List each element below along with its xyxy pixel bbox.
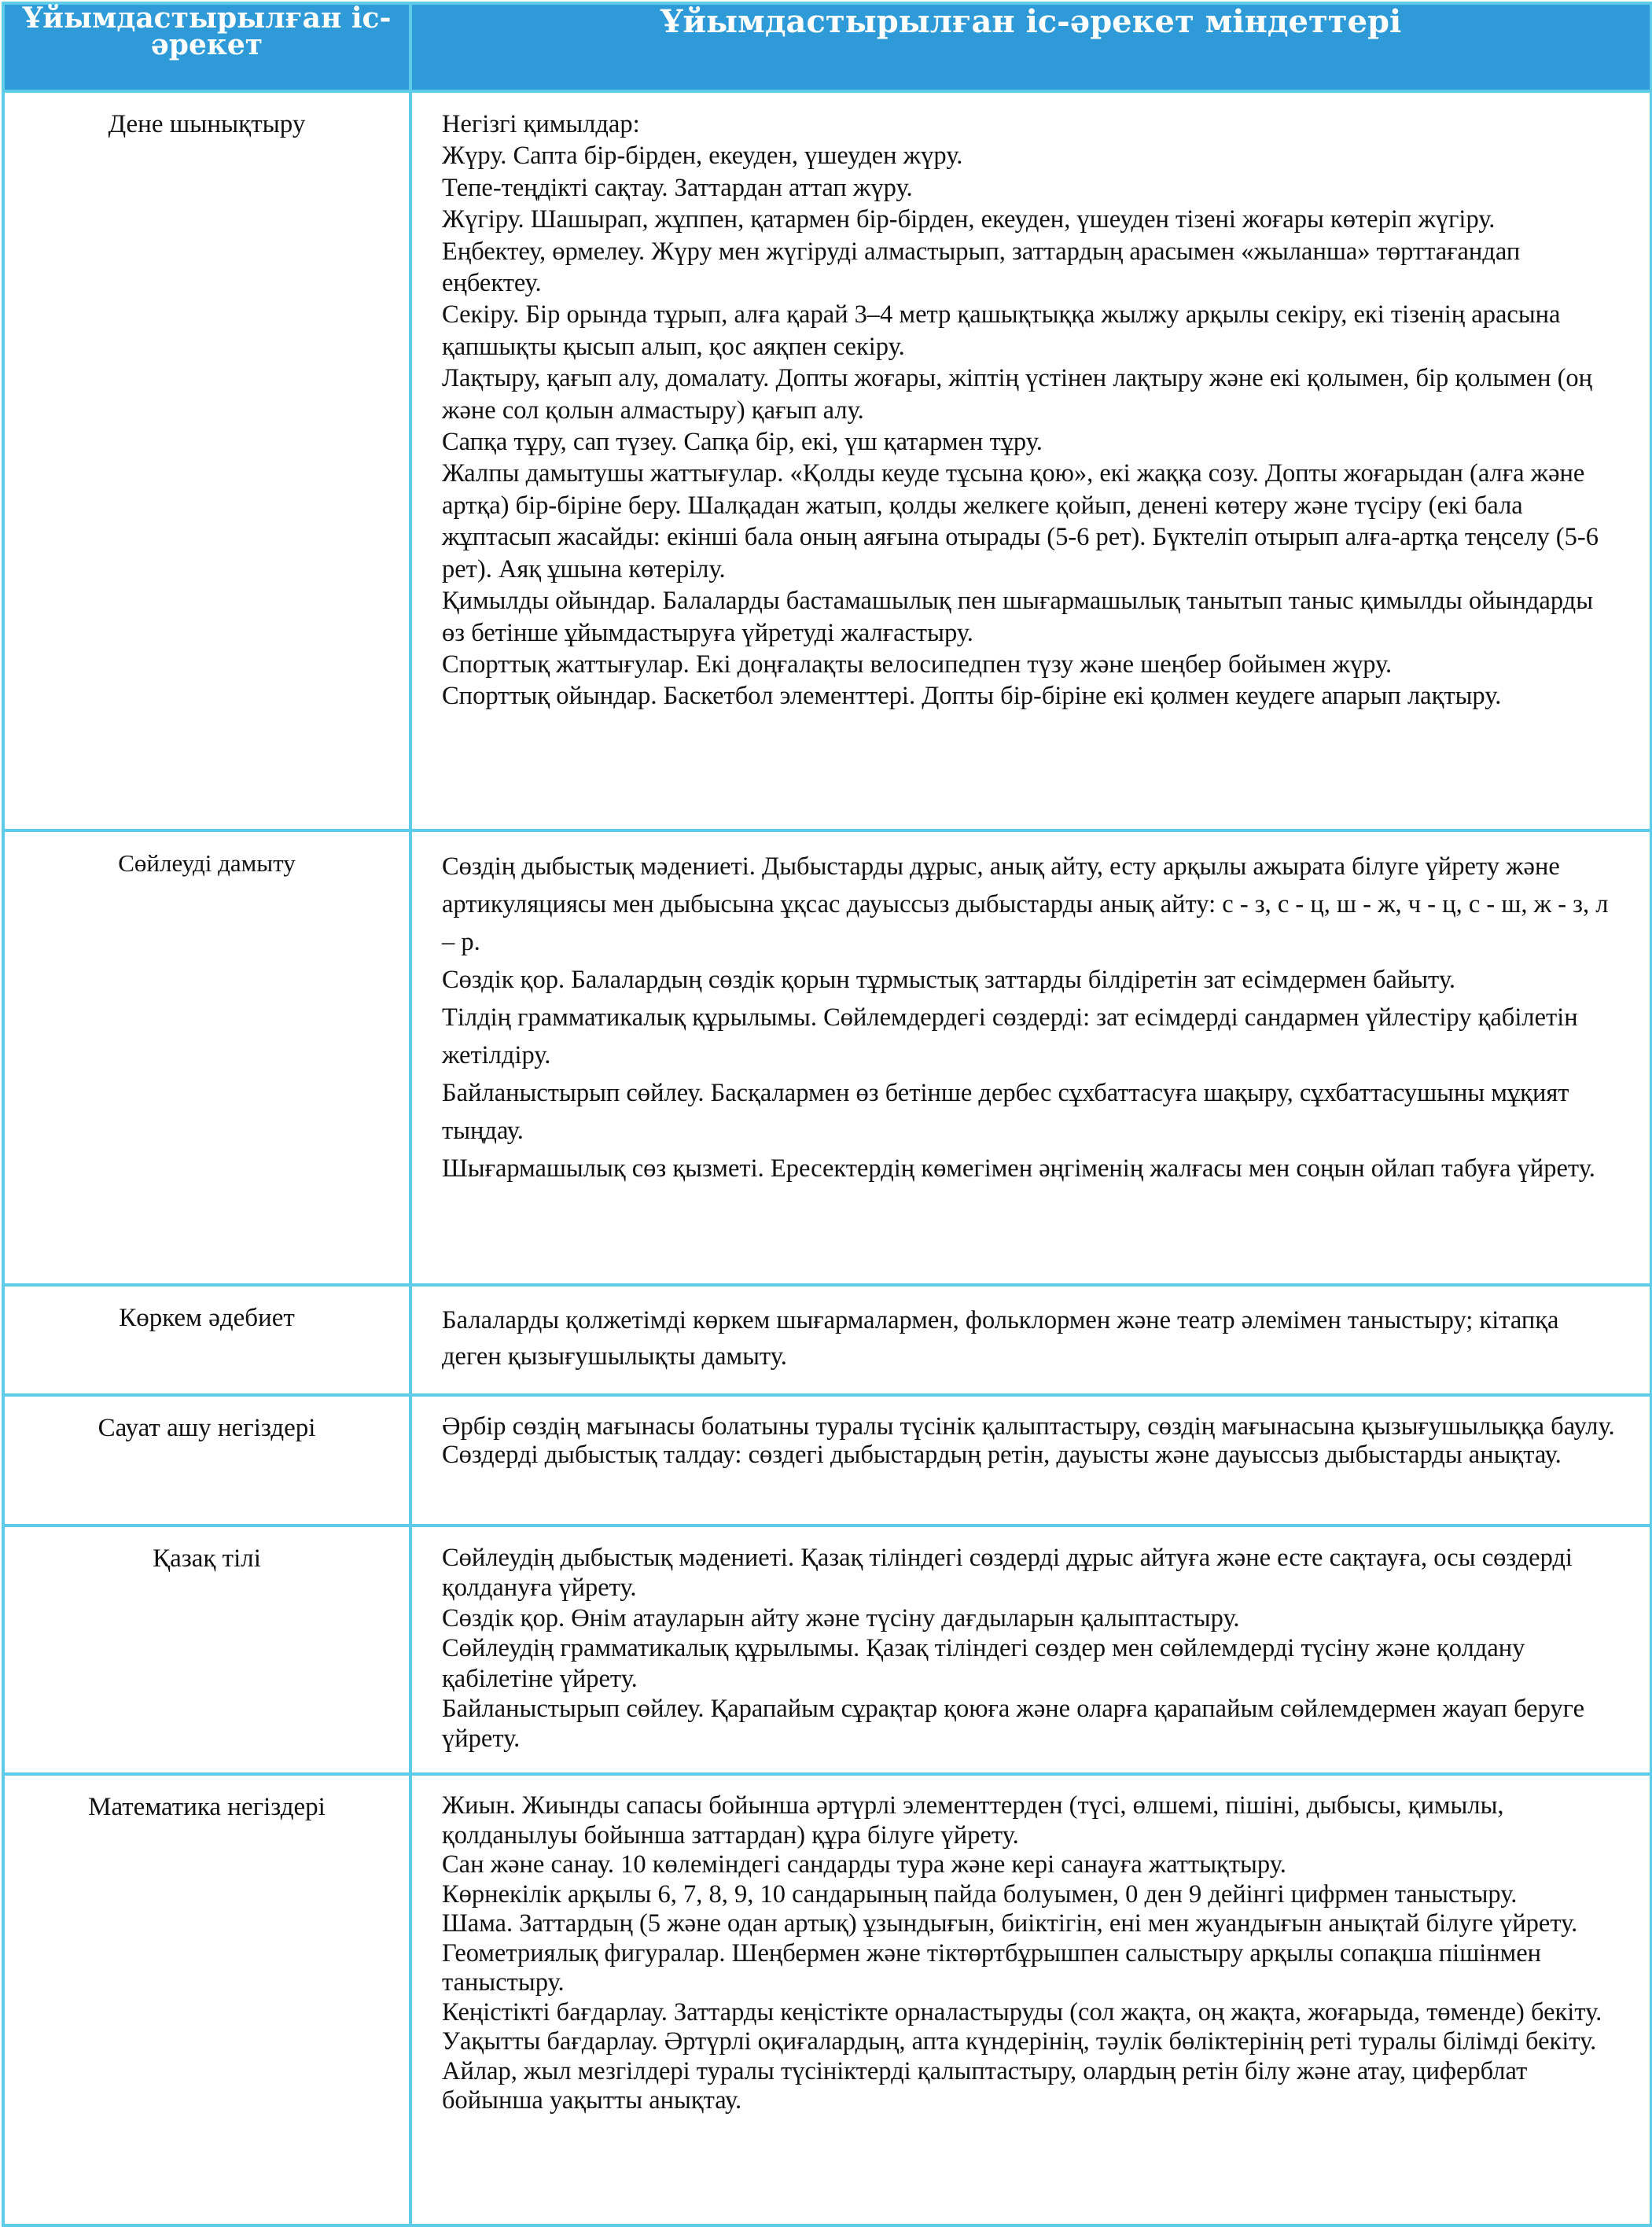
task-line: Сөйлеудің дыбыстық мәдениеті. Қазақ тіліндегі сөздерді дұрыс айтуға және есте сақтауға, осы сөздерді қолдануға үйрету. bbox=[442, 1544, 1573, 1603]
task-line: Сөздік қор. Өнім атауларын айту және түсіну дағдыларын қалыптастыру. bbox=[442, 1603, 1240, 1633]
task-line: Лақтыру, қағып алу, домалату. Допты жоғары, жіптің үстінен лақтыру және екі қолымен, бір қолымен (оң және сол қолын алмастыру) қағып алу. bbox=[442, 364, 1593, 425]
subject-kazakh-language: Қазақ тілі bbox=[3, 1526, 410, 1774]
tasks-physical-education bbox=[410, 91, 1651, 830]
task-line: Шығармашылық сөз қызметі. Ересектердің көмегімен әңгіменің жалғасы мен соңын ойлап табуға үйрету. bbox=[442, 1154, 1595, 1183]
task-line: Шама. Заттардың (5 және одан артық) ұзындығын, биіктігін, ені мен жуандығын анықтай білуге үйрету. bbox=[442, 1909, 1578, 1938]
table-row bbox=[3, 1774, 1651, 2225]
task-line: Тілдің грамматикалық құрылымы. Сөйлемдердегі сөздерді: зат есімдерді сандармен үйлестіру қабілетін жетілдіру. bbox=[442, 1003, 1578, 1069]
task-line: Спорттық ойындар. Баскетбол элементтері. Допты бір-біріне екі қолмен кеудеге апарып лақтыру. bbox=[442, 682, 1502, 711]
task-line: Қимылды ойындар. Балаларды бастамашылық пен шығармашылық танытып таныс қимылды ойындарды өз бетінше ұйымдастыруға үйретуді жалғастыру. bbox=[442, 587, 1594, 647]
curriculum-table bbox=[2, 2, 1652, 2227]
task-line: Еңбектеу, өрмелеу. Жүру мен жүгіруді алмастырып, заттардың арасымен «жыланша» төрттағандап еңбектеу. bbox=[442, 237, 1521, 298]
table-row bbox=[3, 1526, 1651, 1774]
tasks-math-basics bbox=[410, 1774, 1651, 2225]
tasks-kazakh-language bbox=[410, 1526, 1651, 1774]
task-line: Негізгі қимылдар: bbox=[442, 110, 640, 138]
task-line: Жүгіру. Шашырап, жұппен, қатармен бір-бірден, екеуден, үшеуден тізені жоғары көтеріп жүгіру. bbox=[442, 205, 1496, 234]
tasks-speech-development bbox=[410, 830, 1651, 1285]
subject-literature: Көркем әдебиет bbox=[3, 1285, 410, 1395]
task-line: Байланыстырып сөйлеу. Басқалармен өз бетінше дербес сұхбаттасуға шақыру, сұхбаттасушыны мұқият тыңдау. bbox=[442, 1079, 1569, 1145]
header-tasks: Ұйымдастырылған іс-әрекет міндеттері bbox=[410, 3, 1651, 91]
task-line: Сөздің дыбыстық мәдениеті. Дыбыстарды дұрыс, анық айту, есту арқылы ажырата білуге үйрету және артикуляциясы мен дыбысына ұқсас дауыссыз дыбыстарды анық айту: с - з, с - ц, ш - ж, ч - ц, с - ш, ж - з, л – р. bbox=[442, 852, 1609, 956]
task-line: Кеңістікті бағдарлау. Заттарды кеңістікте орналастыруды (сол жақта, оң жақта, жоғарыда, төменде) бекіту. bbox=[442, 1997, 1602, 2026]
task-line: Геометриялық фигуралар. Шеңбермен және тіктөртбұрышпен салыстыру арқылы сопақша пішінмен таныстыру. bbox=[442, 1938, 1542, 1997]
tasks-literacy-basics bbox=[410, 1395, 1651, 1526]
task-line: Сапқа тұру, сап түзеу. Сапқа бір, екі, үш қатармен тұру. bbox=[442, 428, 1043, 457]
table-row bbox=[3, 91, 1651, 830]
subject-literacy-basics: Сауат ашу негіздері bbox=[3, 1395, 410, 1526]
task-line: Уақытты бағдарлау. Әртүрлі оқиғалардың, апта күндерінің, тәулік бөліктерінің реті туралы білімді бекіту. Айлар, жыл мезгілдері туралы түсініктерді қалыптастыру, олардың ретін білу және атау, циферблат бойынша уақытты анықтау. bbox=[442, 2027, 1597, 2115]
subject-speech-development: Сөйлеуді дамыту bbox=[3, 830, 410, 1285]
subject-math-basics: Математика негіздері bbox=[3, 1774, 410, 2225]
task-line: Жиын. Жиынды сапасы бойынша әртүрлі элементтерден (түсі, өлшемі, пішіні, дыбысы, қимылы, қолданылуы бойынша заттардан) құра білуге үйрету. bbox=[442, 1791, 1504, 1850]
tasks-literature bbox=[410, 1285, 1651, 1395]
task-line: Тепе-теңдікті сақтау. Заттардан аттап жүру. bbox=[442, 173, 913, 202]
table-header-row bbox=[3, 3, 1651, 91]
task-line: Көрнекілік арқылы 6, 7, 8, 9, 10 сандарының пайда болуымен, 0 ден 9 дейінгі цифрмен таныстыру. bbox=[442, 1879, 1518, 1909]
table-row bbox=[3, 1395, 1651, 1526]
task-line: Секіру. Бір орында тұрып, алға қарай 3–4 метр қашықтыққа жылжу арқылы секіру, екі тізенің арасына қапшықты қысып алып, қос аяқпен секіру. bbox=[442, 300, 1561, 361]
task-line: Байланыстырып сөйлеу. Қарапайым сұрақтар қоюға және оларға қарапайым сөйлемдермен жауап беруге үйрету. bbox=[442, 1695, 1585, 1754]
task-line: Сөздік қор. Балалардың сөздік қорын тұрмыстық заттарды білдіретін зат есімдермен байыту. bbox=[442, 966, 1455, 994]
subject-physical-education: Дене шынықтыру bbox=[3, 91, 410, 830]
task-line: Әрбір сөздің мағынасы болатыны туралы түсінік қалыптастыру, сөздің мағынасына қызығушылыққа баулу. Сөздерді дыбыстық талдау: сөздегі дыбыстардың ретін, дауысты және дауыссыз дыбыстарды анықтау. bbox=[442, 1412, 1615, 1470]
table-row bbox=[3, 830, 1651, 1285]
task-line: Жалпы дамытушы жаттығулар. «Қолды кеуде тұсына қою», екі жаққа созу. Допты жоғарыдан (алға және артқа) бір-біріне беру. Шалқадан жатып, қолды желкеге қойып, денені көтеру және түсіру (екі бала жұптасып жасайды: екінші бала оның аяғына отырады (5-6 рет). Бүктеліп отырып алға-артқа теңселу (5-6 рет). Аяқ ұшына көтерілу. bbox=[442, 459, 1599, 583]
task-line: Балаларды қолжетімді көркем шығармалармен, фольклормен және театр әлемімен таныстыру; кітапқа деген қызығушылықты дамыту. bbox=[442, 1306, 1559, 1371]
task-line: Сан және санау. 10 көлеміндегі сандарды тура және кері санауға жаттықтыру. bbox=[442, 1850, 1286, 1879]
task-line: Спорттық жаттығулар. Екі доңғалақты велосипедпен түзу және шеңбер бойымен жүру. bbox=[442, 650, 1393, 679]
table-row bbox=[3, 1285, 1651, 1395]
task-line: Жүру. Сапта бір-бірден, екеуден, үшеуден жүру. bbox=[442, 142, 963, 171]
task-line: Сөйлеудің грамматикалық құрылымы. Қазақ тіліндегі сөздер мен сөйлемдерді түсіну және қолдану қабілетіне үйрету. bbox=[442, 1634, 1525, 1693]
header-activity: Ұйымдастырылған іс-әрекет bbox=[3, 3, 410, 91]
